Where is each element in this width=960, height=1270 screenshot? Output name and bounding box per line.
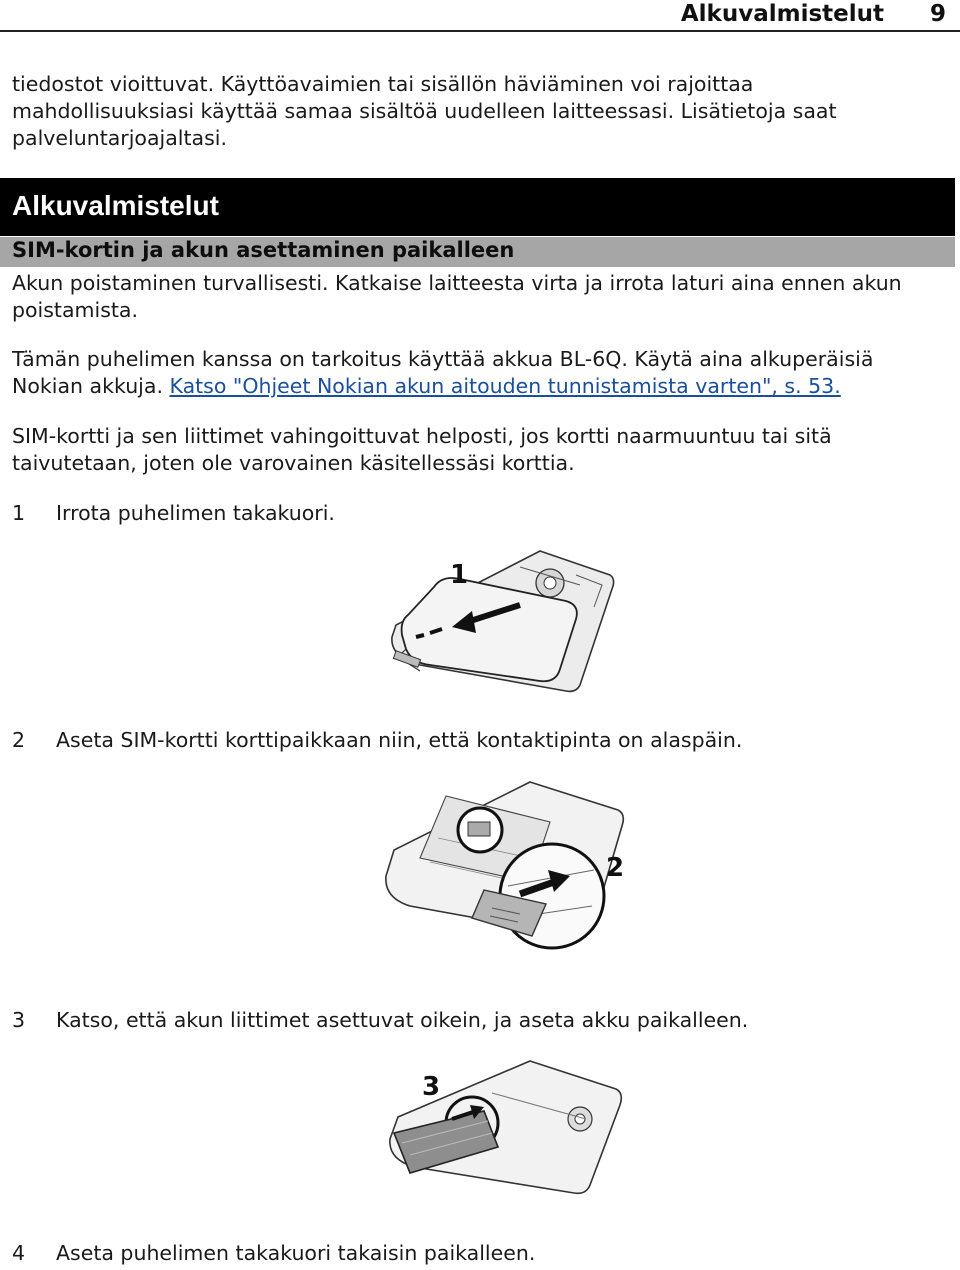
figure-1-label: 1 [450,560,469,590]
step-3-number: 3 [12,1008,26,1032]
step-2-text: Aseta SIM-kortti korttipaikkaan niin, että kontaktipinta on alaspäin. [56,728,743,752]
battery-authenticity-link[interactable]: Katso "Ohjeet Nokian akun aitouden tunnistamista varten", s. 53. [169,374,841,398]
step-2-number: 2 [12,728,26,752]
p3-line-1: SIM-kortti ja sen liittimet vahingoittuvat helposti, jos kortti naarmuuntuu tai sitä [12,424,832,448]
section-heading [0,237,955,267]
figure-2-label: 2 [606,853,625,883]
running-header-chapter: Alkuvalmistelut [680,1,884,27]
step-4-text: Aseta puhelimen takakuori takaisin paikalleen. [56,1241,536,1265]
intro-line-3: palveluntarjoajaltasi. [12,126,227,150]
step-2 [12,727,742,754]
step-4 [12,1240,535,1267]
chapter-title: Alkuvalmistelut [12,190,219,221]
p1-line-1: Akun poistaminen turvallisesti. Katkaise laitteesta virta ja irrota laturi aina ennen akun [12,271,902,295]
page-number: 9 [929,1,946,27]
p2-line-1: Tämän puhelimen kanssa on tarkoitus käyttää akkua BL-6Q. Käytä aina alkuperäisiä [12,347,874,371]
step-3 [12,1007,748,1034]
figure-insert-sim [380,778,635,953]
intro-line-1: tiedostot vioittuvat. Käyttöavaimien tai sisällön häviäminen voi rajoittaa [12,72,754,96]
p1-line-2: poistamista. [12,298,138,322]
p3-line-2: taivutetaan, joten ole varovainen käsitellessäsi korttia. [12,451,575,475]
p2-line-2 [12,373,948,400]
running-header [0,0,960,32]
step-1-text: Irrota puhelimen takakuori. [56,501,335,525]
p2-line-2-prefix: Nokian akkuja. [12,374,163,398]
phone-back-cover-illustration [380,545,620,695]
step-3-text: Katso, että akun liittimet asettuvat oikein, ja aseta akku paikalleen. [56,1008,749,1032]
step-1-number: 1 [12,501,26,525]
figure-3-label: 3 [422,1072,441,1102]
battery-type-paragraph [12,346,948,400]
figure-remove-back-cover [380,545,620,695]
intro-paragraph [12,71,948,152]
battery-insertion-illustration [380,1055,630,1200]
figure-insert-battery [380,1055,630,1200]
sim-insertion-illustration [380,778,635,953]
intro-line-2: mahdollisuuksiasi käyttää samaa sisältöä uudelleen laitteessasi. Lisätietoja saat [12,99,837,123]
chapter-heading [0,178,955,236]
step-4-number: 4 [12,1241,26,1265]
sim-care-paragraph [12,423,948,477]
step-1 [12,500,335,527]
battery-safety-paragraph [12,270,948,324]
section-title: SIM-kortin ja akun asettaminen paikalleen [12,238,515,262]
